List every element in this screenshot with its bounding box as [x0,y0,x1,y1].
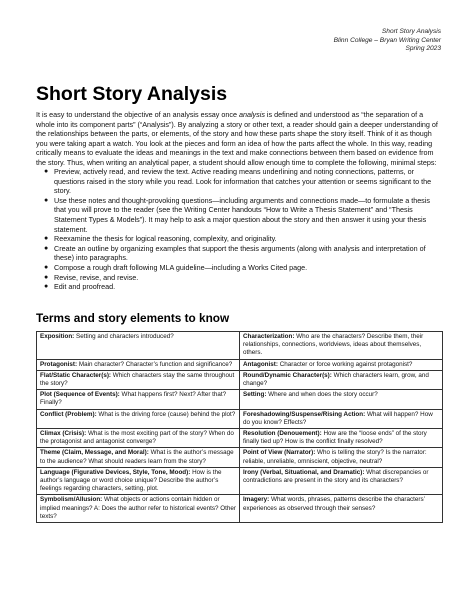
term-description: Setting and characters introduced? [74,333,174,340]
bullet-icon: ● [44,168,49,175]
term-name: Conflict (Problem): [40,410,97,418]
term-description: Main character? Character’s function and significance? [77,360,233,368]
term-cell [240,429,443,448]
header-course-title: Short Story Analysis [381,28,441,35]
term-description: What is the driving force (cause) behind the plot? [96,410,236,418]
step-item [36,167,443,196]
intro-text-rest: is defined and understood as “the separation of a whole into its component parts” (“Analysis”). By analyzing a story or other text, a reader should gain a deeper understanding of the relationships between the parts, or elements, of the story and how these parts shape the story itself. Think of it as though you were taking apart a watch. You look at the pieces and form an idea of how the parts affect the whole. In this way, reading critically means to evaluate the ideas and meanings in the text and make connections between them based on evidence from the story. Thus, when writing an analytical paper, a student should allow enough time to complete the following, minimal steps: [36,110,438,167]
terms-table-body [37,332,443,523]
header-term: Spring 2023 [405,45,441,53]
header-institution: Blinn College – Bryan Writing Center [333,36,441,44]
step-item [36,234,443,244]
step-text: Compose a rough draft following MLA guideline—including a Works Cited page. [54,262,308,272]
bullet-icon: ● [44,273,49,281]
term-description: Who is telling the story? Is the narrator: reliable, unreliable, omniscient, objective, neutral? [243,449,427,465]
intro-emphasis: analysis [238,110,265,119]
term-description: What will happen? How do you know? Effects? [243,410,433,426]
term-name: Imagery: [243,496,270,504]
step-text: Edit and proofread. [54,282,116,292]
intro-text-start: It is easy to understand the objective of an analysis essay once [36,110,239,119]
term-name: Characterization: [243,333,295,340]
step-item [36,282,443,292]
term-name: Irony (Verbal, Situational, and Dramatic): [243,468,365,476]
term-cell [240,370,443,389]
term-cell [37,467,240,495]
table-row [37,448,443,467]
term-cell [37,495,240,523]
step-text: Use these notes and thought-provoking questions—including arguments and connections made—to formulate a thesis that you will prove to the reader (see the Writing Center handouts “How to Write a Thesis Statement” and “Thesis Statement Types & Models”). It may help to ask a major question about the story and then answer it using your thesis statement. [54,195,430,234]
term-description: Which characters learn, grow, and change? [243,371,429,388]
term-cell [37,370,240,389]
term-name: Symbolism/Allusion: [40,496,103,504]
bullet-icon: ● [44,235,49,243]
term-description: Which characters stay the same throughout the story? [40,371,235,388]
term-name: Protagonist: [40,360,78,368]
step-text: Preview, actively read, and review the text. Active reading means underlining and noting connections, patterns, or questions raised in the story while you read. Look for information that catches your attention or seems significant to the story. [54,167,432,196]
term-description: Who are the characters? Describe them, their relationships, connections, worldviews, ideas about themselves, others. [243,333,424,357]
step-text: Revise, revise, and revise. [54,272,139,282]
term-description: What discrepancies or contradictions are present in the story and its characters? [243,468,429,485]
step-item [36,196,443,234]
term-description: Where and when does the story occur? [266,391,378,399]
term-cell [240,332,443,360]
term-cell [37,390,240,409]
step-item [36,244,443,263]
term-cell [240,390,443,409]
term-name: Flat/Static Character(s): [40,371,112,379]
step-item [36,263,443,273]
bullet-icon: ● [44,263,49,271]
term-cell [37,429,240,448]
page-title: Short Story Analysis [36,83,228,105]
term-cell [240,448,443,467]
term-cell [37,448,240,467]
bullet-icon: ● [44,196,49,204]
steps-list [36,167,443,292]
terms-table [36,331,443,523]
term-cell [240,409,443,428]
document-header [334,28,441,54]
term-description: How are the “loose ends” of the story finally tied up? How is the conflict finally resolved? [243,430,427,446]
table-row [37,332,443,360]
bullet-icon: ● [44,283,49,291]
term-description: What is the author’s message to the audience? What should readers learn from the story? [40,449,234,465]
intro-paragraph [36,110,443,168]
term-name: Foreshadowing/Suspense/Rising Action: [243,410,366,418]
term-name: Exposition: [40,333,75,340]
term-cell [240,495,443,523]
term-name: Antagonist: [243,360,278,368]
term-name: Theme (Claim, Message, and Moral): [40,449,149,457]
table-row [37,429,443,448]
term-name: Round/Dynamic Character(s): [243,371,332,379]
table-row [37,359,443,370]
term-name: Point of View (Narrator): [243,449,316,457]
step-text: Reexamine the thesis for logical reasoning, complexity, and originality. [54,234,277,244]
table-row [37,409,443,428]
table-row [37,495,443,523]
step-text: Create an outline by organizing examples that support the thesis arguments (along with analysis and interpretation of these) into paragraphs. [54,243,426,263]
table-row [37,390,443,409]
term-description: How is the author’s language or word choice unique? Describe the author’s feelings regarding characters, setting, plot. [40,468,222,493]
term-name: Resolution (Denouement): [243,430,322,438]
table-row [37,370,443,389]
term-description: What is the most exciting part of the story? When do the protagonist and antagonist converge? [40,430,234,446]
term-cell [37,332,240,360]
term-name: Setting: [243,391,267,399]
term-name: Climax (Crisis): [40,430,87,438]
term-description: What words, phrases, patterns describe the characters’ experiences as observed through their senses? [243,496,425,512]
term-description: What happens first? Next? After that? Finally? [40,391,227,407]
table-row [37,467,443,495]
term-cell [37,359,240,370]
term-name: Plot (Sequence of Events): [40,391,120,399]
bullet-icon: ● [44,244,49,252]
term-cell [240,467,443,495]
term-name: Language (Figurative Devices, Style, Tone, Mood): [40,468,191,476]
step-item [36,273,443,283]
terms-section-title: Terms and story elements to know [36,311,230,325]
term-description: What objects or actions contain hidden or implied meanings? A: Does the author refer to historical events? Other texts? [40,496,237,520]
term-description: Character or force working against protagonist? [277,360,413,368]
term-cell [240,359,443,370]
term-cell [37,409,240,428]
